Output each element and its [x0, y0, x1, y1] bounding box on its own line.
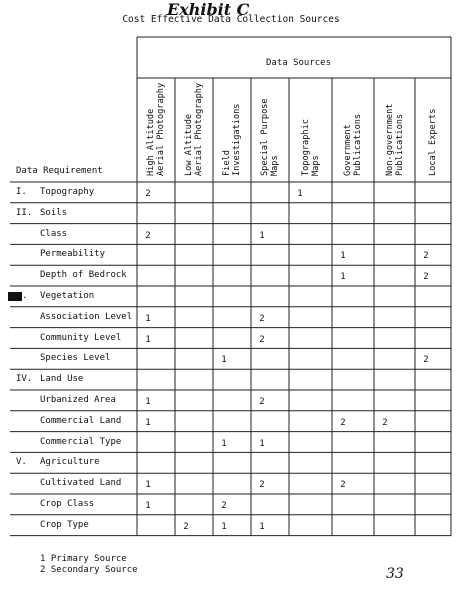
- row-label: Cultivated Land: [40, 478, 122, 489]
- table-cell: 2: [145, 189, 151, 199]
- column-header: [301, 119, 321, 176]
- column-header-line: Aerial Photography: [156, 82, 166, 176]
- table-cell: 1: [259, 438, 265, 449]
- sources-header: Data Sources: [266, 58, 332, 68]
- row-label: Permeability: [40, 249, 106, 260]
- table-cell: 1: [259, 230, 265, 241]
- column-header-line: Publications: [394, 113, 405, 176]
- redaction-mark: [8, 292, 22, 301]
- table-cell: 2: [423, 355, 429, 366]
- row-number: IV.: [16, 374, 33, 385]
- row-label: Crop Class: [40, 499, 95, 509]
- table-cell: 2: [340, 417, 346, 428]
- table-cell: 1: [340, 251, 346, 262]
- table-cell: 2: [259, 397, 265, 407]
- table-cell: 1: [145, 417, 151, 428]
- row-label: Urbanized Area: [40, 395, 116, 405]
- column-header: [428, 109, 438, 176]
- column-header-line: Low Altitude: [184, 113, 194, 176]
- table-cell: 2: [145, 230, 151, 241]
- column-header-line: High Altitude: [146, 108, 156, 176]
- column-header: [260, 98, 280, 176]
- row-label: Commercial Type: [40, 436, 122, 447]
- legend-primary: 1 Primary Source: [40, 554, 127, 564]
- table-cell: 1: [145, 480, 151, 491]
- row-label: Class: [40, 228, 68, 239]
- row-label: Agriculture: [40, 457, 100, 468]
- row-number: .: [22, 291, 28, 301]
- row-label: Soils: [40, 207, 68, 218]
- column-header: [184, 83, 204, 176]
- table-cell: 1: [145, 501, 151, 511]
- column-header: [343, 114, 363, 176]
- row-number: II.: [16, 207, 33, 218]
- table-cell: 2: [423, 272, 429, 283]
- row-label: Community Level: [40, 332, 122, 343]
- column-header-line: Aerial Photography: [194, 82, 204, 176]
- column-header-line: Government: [343, 124, 353, 176]
- column-header-line: Publications: [353, 113, 363, 176]
- table-cell: 1: [221, 438, 227, 449]
- table-cell: 1: [221, 521, 227, 532]
- table-cell: 2: [259, 334, 265, 345]
- table-cell: 2: [183, 521, 189, 532]
- table-cell: 1: [340, 272, 346, 283]
- row-label: Vegetation: [40, 291, 95, 301]
- handwritten-title: Exhibit C: [167, 0, 250, 19]
- row-label: Topography: [40, 187, 95, 197]
- row-label: Commercial Land: [40, 415, 122, 426]
- row-label: Association Level: [40, 311, 133, 322]
- row-number: I.: [16, 187, 27, 197]
- row-number: V.: [16, 457, 27, 468]
- column-header: [222, 104, 242, 176]
- table-cell: 2: [423, 251, 429, 262]
- table-cell: 1: [297, 189, 303, 199]
- column-header-line: Non-government: [384, 103, 395, 176]
- column-header: [385, 104, 405, 176]
- column-header: [146, 83, 166, 176]
- row-label: Depth of Bedrock: [40, 270, 127, 281]
- page-number: 33: [386, 566, 404, 582]
- table-cell: 1: [259, 521, 265, 532]
- table-cell: 2: [221, 501, 227, 511]
- row-label: Species Level: [40, 353, 111, 364]
- table-cell: 1: [145, 334, 151, 345]
- table-cell: 1: [145, 397, 151, 407]
- table-cell: 2: [259, 313, 265, 324]
- row-label: Land Use: [40, 374, 84, 385]
- column-header-line: Special Purpose: [260, 98, 270, 176]
- table-cell: 1: [145, 313, 151, 324]
- column-header-line: Maps: [270, 155, 280, 176]
- table-cell: 2: [382, 417, 388, 428]
- column-header-line: Local Experts: [428, 108, 438, 176]
- column-header-line: Investigations: [232, 103, 242, 176]
- document-subtitle: Cost Effective Data Collection Sources: [122, 14, 340, 25]
- requirement-header: Data Requirement: [16, 166, 103, 176]
- table-cell: 2: [340, 480, 346, 491]
- column-header-line: Topographic: [300, 119, 311, 176]
- row-label: Crop Type: [40, 519, 89, 530]
- table-cell: 2: [259, 480, 265, 491]
- column-header-line: Field: [222, 150, 232, 176]
- table-cell: 1: [221, 355, 227, 366]
- column-header-line: Maps: [310, 155, 321, 176]
- legend-secondary: 2 Secondary Source: [40, 565, 138, 575]
